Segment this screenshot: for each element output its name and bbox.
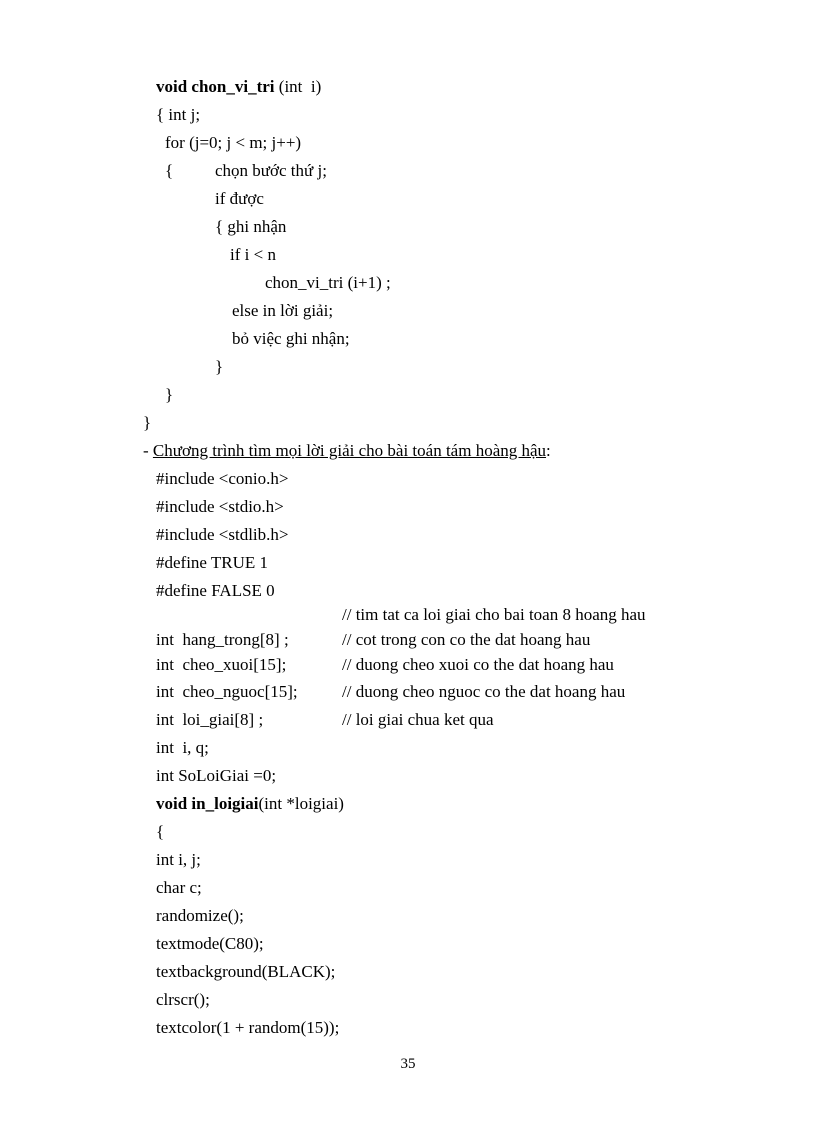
code-line: int i, q; bbox=[156, 738, 209, 757]
code-line: #include <stdlib.h> bbox=[156, 525, 289, 544]
code-comment: // tim tat ca loi giai cho bai toan 8 hoang hau bbox=[342, 605, 646, 624]
code-line: int loi_giai[8] ; bbox=[156, 710, 264, 729]
code-line: textcolor(1 + random(15)); bbox=[156, 1018, 340, 1037]
function-args: (int i) bbox=[274, 77, 322, 96]
code-line: textmode(C80); bbox=[156, 934, 264, 953]
function-signature-in-loigiai bbox=[156, 794, 344, 814]
code-line: #include <stdio.h> bbox=[156, 497, 284, 516]
code-line: } bbox=[165, 385, 174, 404]
code-line: for (j=0; j < m; j++) bbox=[165, 133, 302, 152]
code-comment: // cot trong con co the dat hoang hau bbox=[342, 630, 591, 649]
code-line: bỏ việc ghi nhận; bbox=[232, 329, 350, 348]
function-name: void chon_vi_tri bbox=[156, 77, 275, 96]
code-line: { ghi nhận bbox=[215, 217, 287, 236]
function-name: void in_loigiai bbox=[156, 794, 259, 813]
code-comment: // loi giai chua ket qua bbox=[342, 710, 494, 729]
code-line: if được bbox=[215, 189, 264, 208]
code-line: #define TRUE 1 bbox=[156, 553, 269, 572]
section-heading bbox=[143, 441, 551, 461]
code-line: randomize(); bbox=[156, 906, 244, 925]
code-line: { int j; bbox=[156, 105, 201, 124]
heading-colon: : bbox=[546, 441, 551, 460]
code-line: int i, j; bbox=[156, 850, 201, 869]
code-line: chon_vi_tri (i+1) ; bbox=[265, 273, 391, 292]
code-line: textbackground(BLACK); bbox=[156, 962, 336, 981]
code-line: int cheo_nguoc[15]; bbox=[156, 682, 298, 701]
code-line: else in lời giải; bbox=[232, 301, 334, 320]
page-number: 35 bbox=[400, 1056, 416, 1072]
code-comment: // duong cheo nguoc co the dat hoang hau bbox=[342, 682, 626, 701]
code-line: char c; bbox=[156, 878, 202, 897]
code-comment: // duong cheo xuoi co the dat hoang hau bbox=[342, 655, 614, 674]
function-signature-chon-vi-tri bbox=[156, 77, 321, 97]
code-line: { bbox=[156, 822, 165, 841]
function-args: (int *loigiai) bbox=[258, 794, 344, 813]
code-line: clrscr(); bbox=[156, 990, 210, 1009]
heading-text: Chương trình tìm mọi lời giải cho bài toán tám hoàng hậu bbox=[152, 441, 547, 460]
code-line: { bbox=[165, 161, 174, 180]
code-line: int cheo_xuoi[15]; bbox=[156, 655, 287, 674]
code-line: if i < n bbox=[230, 245, 276, 264]
heading-dash: - bbox=[143, 441, 153, 460]
code-line: #include <conio.h> bbox=[156, 469, 289, 488]
code-line: int SoLoiGiai =0; bbox=[156, 766, 277, 785]
code-line: int hang_trong[8] ; bbox=[156, 630, 289, 649]
code-line: chọn bước thứ j; bbox=[215, 161, 327, 180]
code-line: } bbox=[215, 357, 224, 376]
code-line: #define FALSE 0 bbox=[156, 581, 275, 600]
code-line: } bbox=[143, 413, 152, 432]
